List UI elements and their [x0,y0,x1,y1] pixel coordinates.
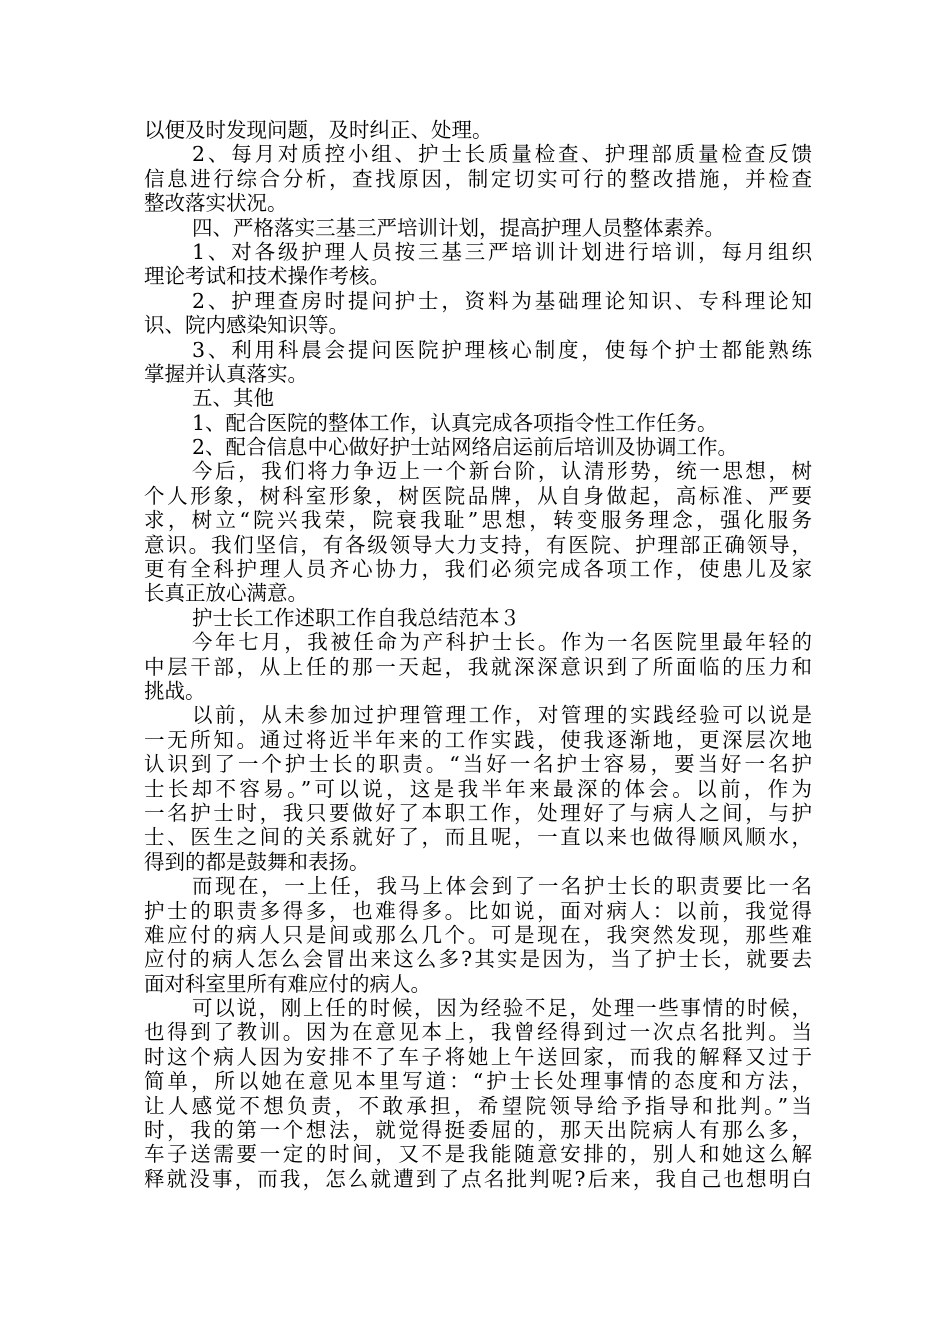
text-line: 可以说，刚上任的时候，因为经验不足，处理一些事情的时候， [192,996,812,1021]
text-line: 1、对各级护理人员按三基三严培训计划进行培训，每月组织 [192,239,812,264]
text-line: 今后，我们将力争迈上一个新台阶，认清形势，统一思想，树 [192,459,812,484]
text-line: 释就没事，而我，怎么就遭到了点名批判呢?后来，我自己也想明白 [144,1166,812,1191]
text-line: 护士长工作述职工作自我总结范本３ [192,605,520,630]
text-line: 难应付的病人只是间或那么几个。可是现在，我突然发现，那些难 [144,922,812,947]
text-line: 意识。我们坚信，有各级领导大力支持，有医院、护理部正确领导， [144,532,812,557]
text-line: 整改落实状况。 [144,191,288,216]
text-line: 应付的病人怎么会冒出来这么多?其实是因为，当了护士长，就要去 [144,947,812,972]
text-line: 而现在，一上任，我马上体会到了一名护士长的职责要比一名 [192,874,812,899]
text-line: 一名护士时，我只要做好了本职工作，处理好了与病人之间，与护 [144,800,812,825]
text-line: 让人感觉不想负责，不敢承担，希望院领导给予指导和批判。”当 [144,1093,812,1118]
text-line: 2、每月对质控小组、护士长质量检查、护理部质量检查反馈 [192,142,812,167]
text-line: 护士的职责多得多，也难得多。比如说，面对病人：以前，我觉得 [144,898,812,923]
text-line: 信息进行综合分析，查找原因，制定切实可行的整改措施，并检查 [144,166,812,191]
text-line: 士长却不容易。”可以说，这是我半年来最深的体会。以前，作为 [144,776,812,801]
text-line: 3、利用科晨会提问医院护理核心制度，使每个护士都能熟练 [192,337,812,362]
text-line: 时这个病人因为安排不了车子将她上午送回家，而我的解释又过于 [144,1044,812,1069]
text-line: 士、医生之间的关系就好了，而且呢，一直以来也做得顺风顺水， [144,825,812,850]
text-line: 也得到了教训。因为在意见本上，我曾经得到过一次点名批判。当 [144,1020,812,1045]
text-line: 以便及时发现问题，及时纠正、处理。 [144,118,493,142]
text-line: 车子送需要一定的时间，又不是我能随意安排的，别人和她这么解 [144,1142,812,1167]
text-line: 面对科室里所有难应付的病人。 [144,971,431,996]
text-line: 五、其他 [192,386,274,411]
text-line: 2、配合信息中心做好护士站网络启运前后培训及协调工作。 [192,435,739,460]
text-line: 识、院内感染知识等。 [144,313,349,338]
text-line: 认识到了一个护士长的职责。“当好一名护士容易，要当好一名护 [144,752,812,777]
text-line: 求，树立“院兴我荣，院衰我耻”思想，转变服务理念，强化服务 [144,508,812,533]
text-line: 长真正放心满意。 [144,581,308,606]
text-line: 四、严格落实三基三严培训计划，提高护理人员整体素养。 [192,215,725,240]
text-line: 挑战。 [144,678,206,703]
text-line: 简单，所以她在意见本里写道：“护士长处理事情的态度和方法， [144,1069,812,1094]
text-line: 个人形象，树科室形象，树医院品牌，从自身做起，高标准、严要 [144,483,812,508]
text-line: 中层干部，从上任的那一天起，我就深深意识到了所面临的压力和 [144,654,812,679]
text-line: 以前，从未参加过护理管理工作，对管理的实践经验可以说是 [192,703,812,728]
document-body [144,118,812,1191]
text-line: 更有全科护理人员齐心协力，我们必须完成各项工作，使患儿及家 [144,557,812,582]
text-line: 一无所知。通过将近半年来的工作实践，使我逐渐地，更深层次地 [144,727,812,752]
text-line: 掌握并认真落实。 [144,361,308,386]
text-line: 时，我的第一个想法，就觉得挺委屈的，那天出院病人有那么多， [144,1118,812,1143]
text-line: 1、配合医院的整体工作，认真完成各项指令性工作任务。 [192,410,718,435]
text-line: 2、护理查房时提问护士，资料为基础理论知识、专科理论知 [192,288,812,313]
text-line: 今年七月，我被任命为产科护士长。作为一名医院里最年轻的 [192,630,812,655]
text-line: 得到的都是鼓舞和表扬。 [144,849,370,874]
text-line: 理论考试和技术操作考核。 [144,264,390,289]
